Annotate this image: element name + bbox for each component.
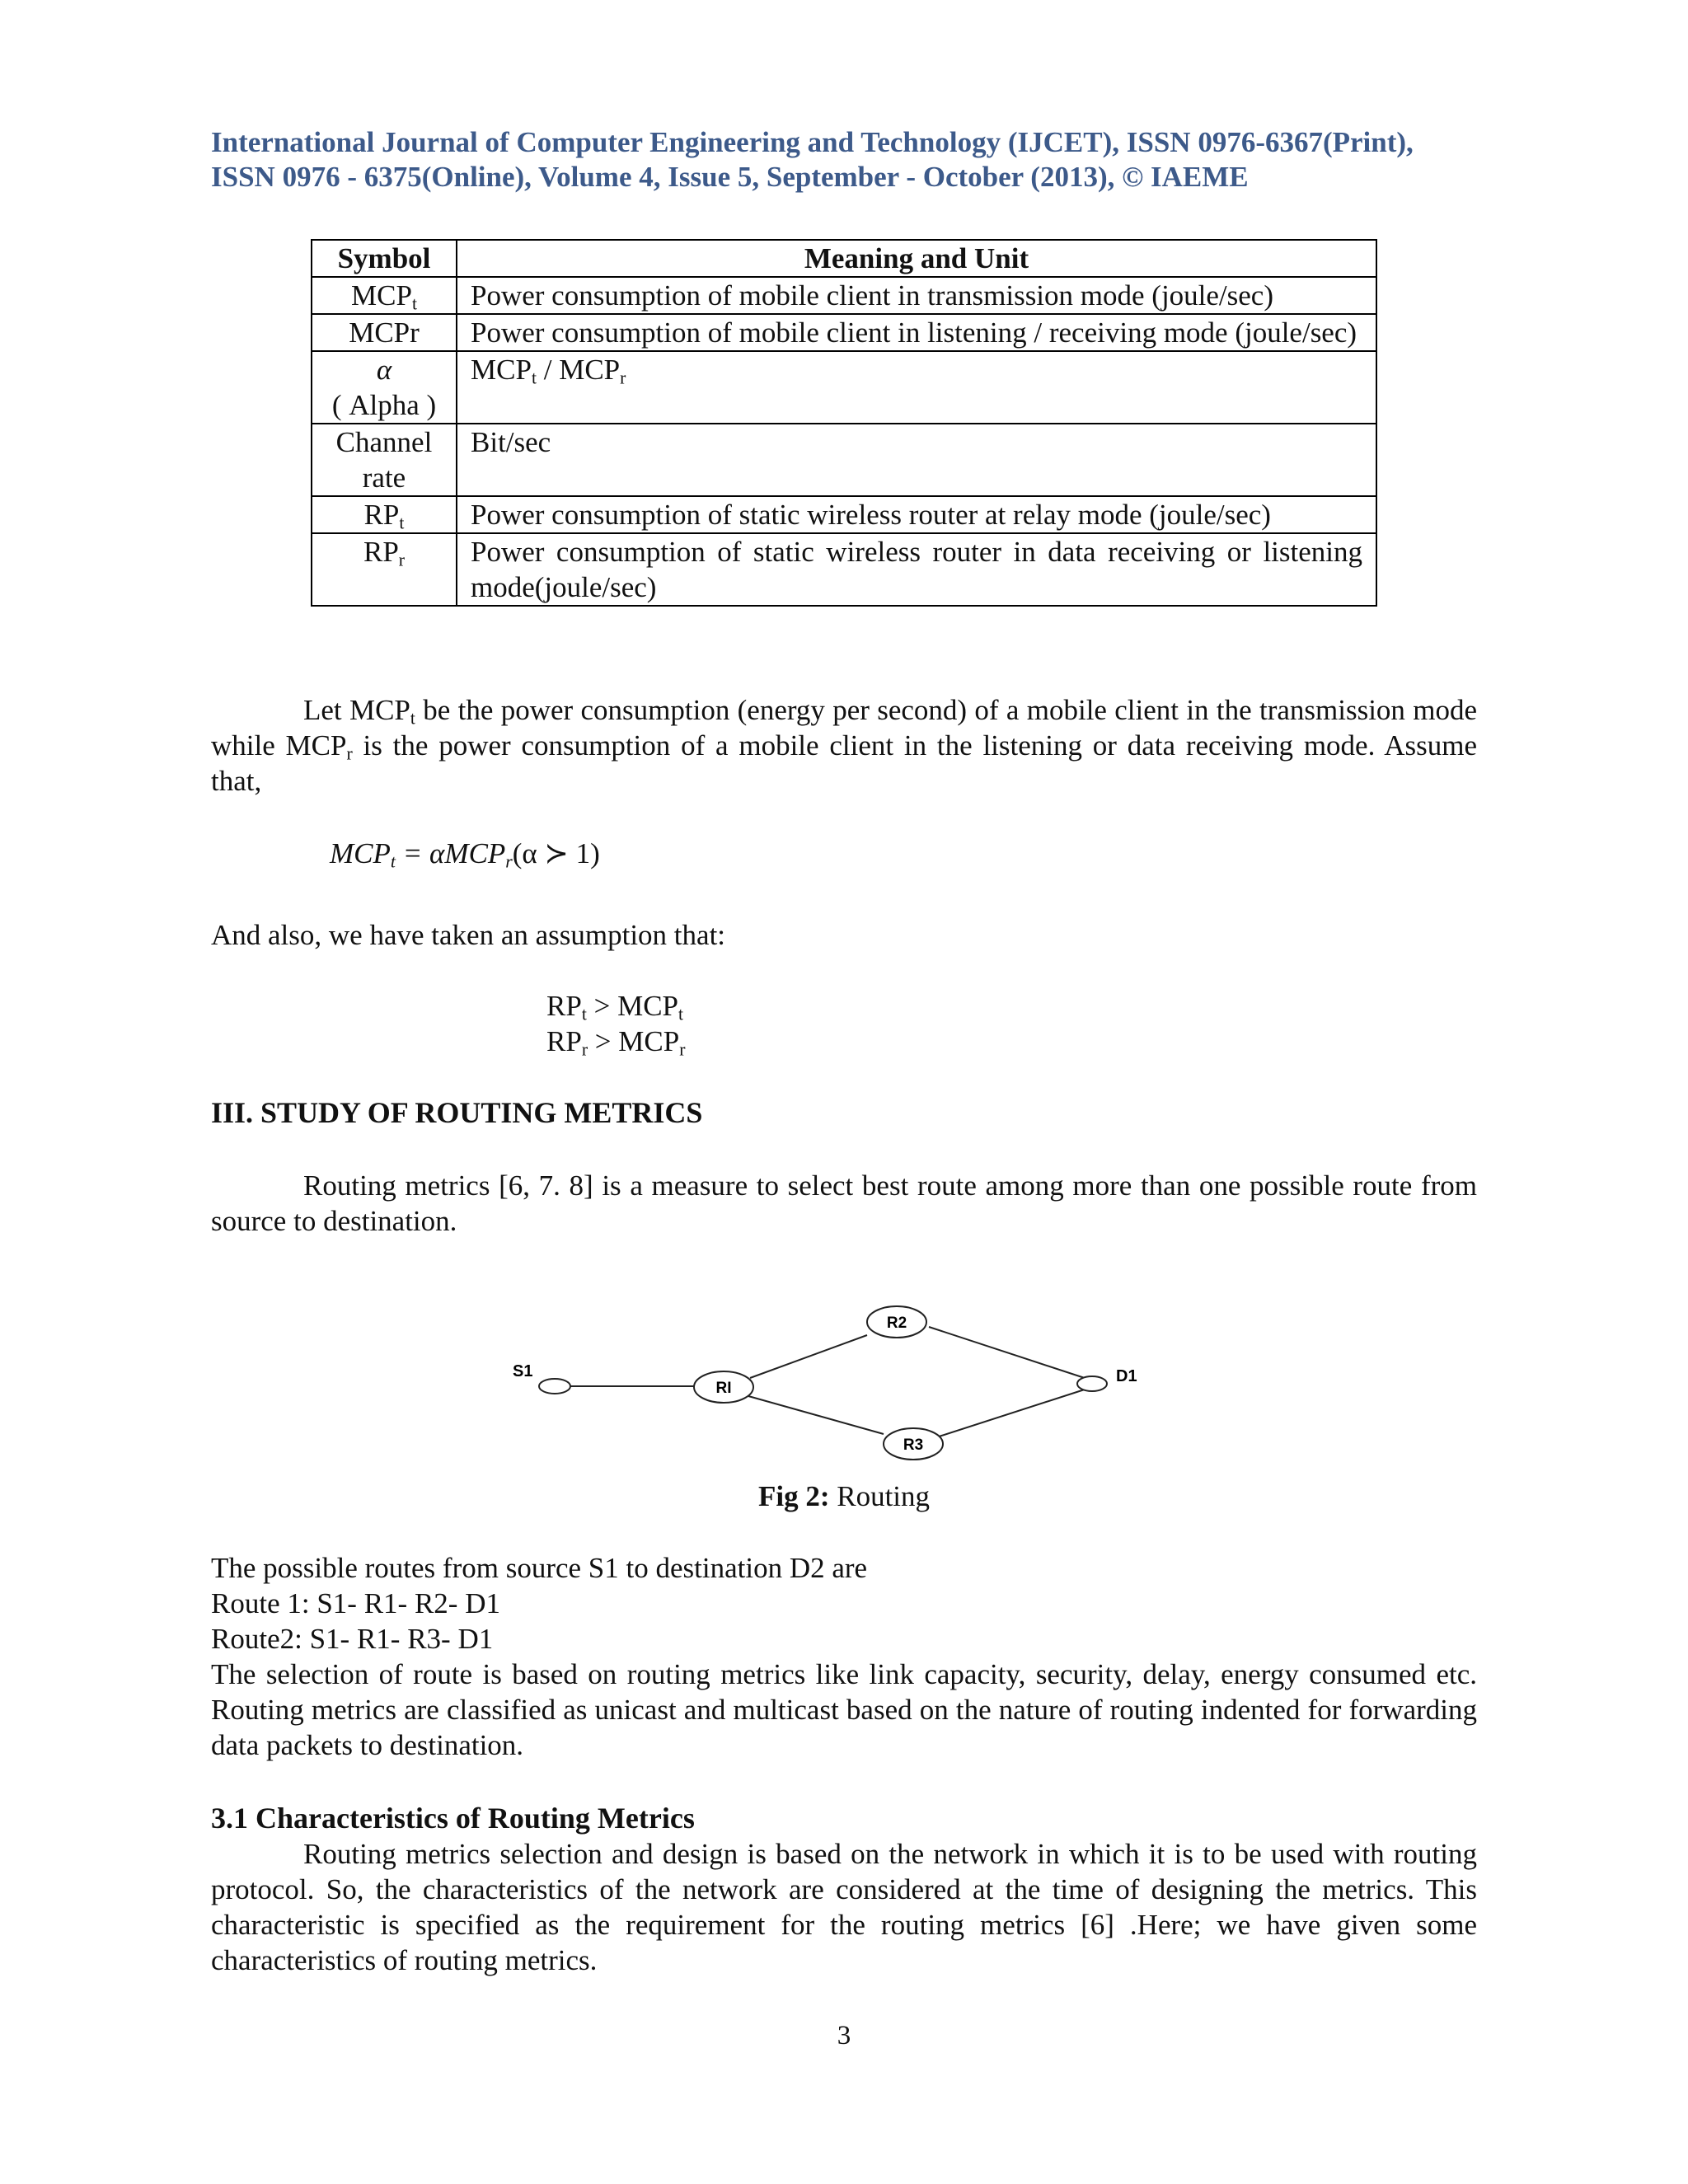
col-header-meaning: Meaning and Unit [457, 240, 1376, 277]
meaning-cell: Power consumption of static wireless router at relay mode (joule/sec) [457, 496, 1376, 533]
node-label-s1: S1 [513, 1362, 533, 1380]
paragraph-power-consumption: Let $MCP_t$ be the power consumption (energy per second) of a mobile client in the transmission mode while $MCP_r$ is the power consumption of a mobile client in the listening or data receiving mode. Assume that, [211, 694, 1477, 797]
meaning-cell: Power consumption of mobile client in listening / receiving mode (joule/sec) [457, 314, 1376, 351]
col-header-symbol: Symbol [312, 240, 457, 277]
table-row [312, 277, 1376, 314]
link-r3-d1 [931, 1388, 1090, 1439]
symbol-cell: $RP_r$ [312, 533, 457, 606]
route-1: Route 1: S1- R1- R2- D1 [211, 1587, 500, 1619]
journal-header [211, 125, 1477, 194]
link-r1-r3 [748, 1396, 884, 1434]
node-label-r3: R3 [903, 1436, 924, 1454]
symbol-cell: $MCP_t$ [312, 277, 457, 314]
paragraph-assumption: And also, we have taken an assumption that: [211, 919, 726, 951]
node-label-r1: RI [715, 1380, 732, 1397]
table-row [312, 496, 1376, 533]
section-heading-characteristics: 3.1 Characteristics of Routing Metrics [211, 1802, 695, 1835]
inequality-1: $RP_t > MCP_t$ [546, 990, 684, 1024]
section-heading-routing-metrics: III. STUDY OF ROUTING METRICS [211, 1096, 703, 1129]
link-r2-d1 [929, 1327, 1090, 1380]
meaning-cell: Power consumption of static wireless router in data receiving or listening mode(joule/sec) [457, 533, 1376, 606]
symbol-cell: $RP_t$ [312, 496, 457, 533]
symbol-cell: MCPr [312, 314, 457, 351]
link-r1-r2 [750, 1335, 867, 1378]
table-row [312, 314, 1376, 351]
meaning-cell: $MCP_t / MCP_r$ [457, 351, 1376, 424]
paragraph-routing-metrics: Routing metrics [6, 7. 8] is a measure to select best route among more than one possible route from source to destination. [211, 1169, 1477, 1237]
node-label-d1: D1 [1116, 1367, 1137, 1385]
table-row [312, 351, 1376, 424]
meaning-cell: Power consumption of mobile client in transmission mode (joule/sec) [457, 277, 1376, 314]
meaning-cell: Bit/sec [457, 424, 1376, 496]
node-label-r2: R2 [886, 1315, 907, 1332]
route-2: Route2: S1- R1- R3- D1 [211, 1623, 494, 1655]
symbol-table [311, 239, 1377, 607]
routing-diagram [495, 1294, 1154, 1475]
paragraph-route-selection: The selection of route is based on routing metrics like link capacity, security, delay, energy consumed etc. Routing metrics are classified as unicast and multicast based on the nature of routing indented for forwarding data packets to destination. [211, 1658, 1477, 1761]
header-line-2: ISSN 0976 - 6375(Online), Volume 4, Issue 5, September - October (2013), © IAEME [211, 161, 1249, 193]
alpha-symbol: α [376, 354, 392, 386]
table-header-row [312, 240, 1376, 277]
routes-intro: The possible routes from source S1 to destination D2 are [211, 1552, 868, 1584]
table-row [312, 424, 1376, 496]
header-line-1: International Journal of Computer Engineering and Technology (IJCET), ISSN 0976-6367(Print), [211, 126, 1414, 158]
inequality-2: $RP_r > MCP_r$ [546, 1025, 686, 1060]
equation-mcp: $MCP_t = \alpha MCP_r(\alpha$ ≻ 1) [330, 837, 600, 872]
paragraph-characteristics: Routing metrics selection and design is based on the network in which it is to be used with routing protocol. So, the characteristics of the network are considered at the time of designing the metrics. This characteristic is specified as the requirement for the routing metrics [6] .Here; we have given some characteristics of routing metrics. [211, 1838, 1477, 1976]
figure-caption: Fig 2: Routing [757, 1480, 931, 1512]
table-row [312, 533, 1376, 606]
symbol-cell: Channel rate [312, 424, 457, 496]
node-d1-shape [1077, 1376, 1107, 1391]
page-number: 3 [837, 2021, 851, 2050]
node-s1-shape [539, 1379, 570, 1394]
symbol-cell: α ( Alpha ) [312, 351, 457, 424]
